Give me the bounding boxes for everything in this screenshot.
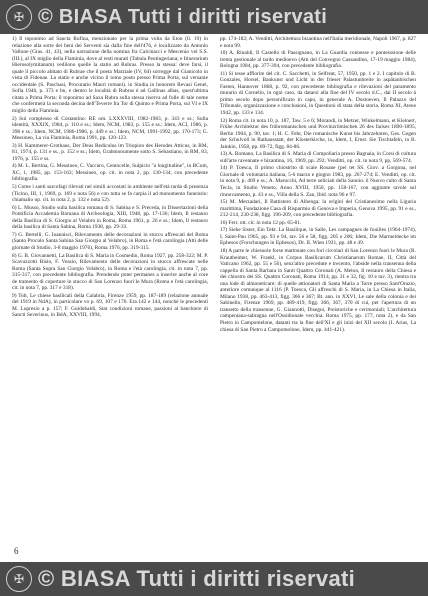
seal-icon: ✠ bbox=[6, 566, 32, 592]
watermark-banner-bottom bbox=[0, 562, 428, 596]
footnote: 2) Sul complesso di Costantino: RE om. LXXXVIII, 1982-1983, p. 343 e ss.; Sulla identità, XXXIX, 1984, p. 110 e ss.; Idem, NCM, 1983, p. 155 e ss.; Idem, ACI, 1986, p. 398 e ss.; Idem, NCM, 1986-1986, p. 449 e ss.; Idem, NCM, 1991-1992, pp. 170-173; G. Messineo, La via Flaminia, Roma 1991, pp. 120-123. bbox=[12, 115, 208, 142]
footnote: 9) Tolt, Le chiese basilicali della Calabria, Firenze 1959, pp. 187-189 (relazione annuale del 1919 in NdA), in particolare vo p. 69, 107 e 170. Era 142 e 144, nonché le precedenti M. Lopresio a p. 157; F. Guidobaldi, Stat condizioni romane, passioni al banchiere di Sancti Severinus, in BdA, XXVIII, 1994, bbox=[12, 292, 208, 319]
footnote: 3) H. Kammerer-Grothaus, Der Deus Rediculus im Triopion des Herodes Atticus, in RM, 81, 1974, p. 131 e ss., p. 152 e ss.; Idem, Grabmonumente sotto S. Sebastiano, in RM, 83, 1976, p. 155 e ss. bbox=[12, 142, 208, 162]
footnote: 1) Il toponimo ad Sancta Rufina, menzionato per la prima volta da Eton (ll. 19) in relazione alla sorte dei beni dei Serventi sia dalla fine dell'476, è localizzato da Antonio Vallone (Gius. 41, 43), nella narrazione della nomina fra Calcinacci e Mescenio vel S.S. (III.), al IX miglio della Flaminia, dove al resti murati (Tabula Peutingeriana; e Itinerarium Hierosolymitanum) vedilono quelle la statio ad Rubras. Presso la stessa: deve farsi, il quale il piccolo abitato di Rubrae che il poeta Marziale (IV, 64) sorregge dal Gianicolo in vista di Fidenae. La statio e anche vicino il tomo posto presso Prima Porta, sul versante occidentale (S. Paschasi, Procuratio Mauri romani). in Studia in honorem Revasi Genei, Sofia 1946, p. 373 e bn, e dentro le località di Rubras è ad Gallinas albas, quest'ultima citata a Prima Porta: il toponimo ad Saxa Rubra sulla stessa riserva ad fulle di tale nome che confermerà la seconda decina dell'Teverre fra Tor di Quinto e Prima Porta, sul VI e IX miglio della Flaminia. bbox=[12, 36, 208, 115]
footnote: pp. 174-182; A. Venditti, Architettura bizantina nell'Italia meridionale, Napoli 1967, p. 827 e nota 99. bbox=[220, 36, 416, 49]
footnote: 12) Roma cit. in nota 10, p. 187, Taw. 5 e 6; Morandi, in Metzer, Winkelmann, et Kleinert, Frühe Architektur des frühromanischen und Provinzrömischen 26 des fackes 1890-1895, Berlin 1904, p. 90, tav. 1; H. C. Fehr, Die romanische Kunst bis Jahrzehnten, Ges. Gegen der Schulvoll in Rathausstatt, der Klosterkirche, in, Idem, I, Ernst. Sie Tischtafeln, in B. Jainkin, 1958, pp. 69-72, figg. 84-86. bbox=[220, 117, 416, 150]
footnote: 10) A. Rinaldi, Il Castello di Passignano, in La Guardia connesse e pontesssione delle trenta gestionale al tardo medioevo (Atti del Convegno Cassandino, 17-19 maggio 1984), Bologna 1984, pp. 377-394, con precedente bibliografia. bbox=[220, 50, 416, 70]
footnote: 15) M. Merzadari, Il Battistero di Albenga: la origini del Cristianesimo nella Liguria marittima, Fondazione Casa di Risparmio di Genova e Imperia, Genova 1995, pp. 91 e ss., 212-214, 230-238, figg. 196-209, con precedente bibliografia. bbox=[220, 199, 416, 219]
seal-icon: ✠ bbox=[6, 4, 32, 30]
watermark-text: © BIASA Tutti i diritti riservati bbox=[38, 5, 328, 28]
footnote: 7) G. Bertelli, G. Ioannisci, Rilevamento delle decorazioni in stucco affrescati del Roma (Santo Proculo Santa Sabina San Giorgio al Velabro), in Roma e l'età carolingia (Atti delle giornate di Studio, 3-8 maggio 1976), Roma 1976, pp. 319-315. bbox=[12, 231, 208, 251]
footnote: 8) G. B. Giovannetti, La Basilica di S. Maria in Cosmedin, Roma 1927, pp. 258-322; M. P. Scavuzzotti Bisio, F. Vossio, Rilevamento delle decorazioni in stucco affrescate nelle Roma (Santa Sopra San Giorgio Velabro), in Roma e l'età carolingia, cit. in nota 7, pp. 315-317, con precedente bibliografia. Prendendo poter permanes a inserire anche al core de tramento di coperture in stucco di San Lorenzo fuori le Mura (Roma e l'età carolingia, cit. in nota 7, pp. 317 e 318). bbox=[12, 252, 208, 292]
footnote: 17) Siehe Sister, Ein Tekt. La Basilique, in Salle, Les campagnes de fouilles (1964-1974), I, Saint-Pau 1965, pp. 93 e 94, tav. 56 e 58, figg. 205 e 206; Idem, Die Marmeldecke im Ephesos (Forschungen in Ephesos), Dr. II. Wien 1931, pp. 48 e 49. bbox=[220, 227, 416, 247]
footnote: 5) Come i santi sarcofagi rilevati nel simili accostati in ambiente nell'età tarda di presenza (Ticino, III, 1, 1969, p. 169 e nota 56) e con tutta se fa carpia il ad monumento funerario: chiamalio op. cit. in nota 2, p. 132 e nota 52). bbox=[12, 184, 208, 204]
footnote: 4) M. L. Bertina, G. Messineo, C. Vaccaro, Centocelle, Sulpicio "a longitudine", in BCom, XC, 1, 1985, pp. 153-163; Messineo, op. cit. in nota 2, pp. 130-134, con precedente bibliografia. bbox=[12, 163, 208, 183]
footnote: 18) A parte le chiesuole forse mattonate con fori circolari di San Lorenzo fuori le Mura (R. Krautheimer, W. Frankl, in Corpus Basilicarum Christianarum Romae, II, Città del Vaticano 1962, pp. 55 e 56), senz'altro precedute e trecento, l'abside nella transenna della cappella di Santa Barbara in Santi Quattro Coronati (A. Melon, Il restauro della Chiesa e dei chiostro dei SS. Quattro Coronati, Roma 1914, pp. 31 e 32, fig. 10 e tav. 3), rientra tra una lode di almoneticare; di quelle attionatori di Santa Maria a Torre presso Sant'Orazio, anteriore comunque al 1116 (P. Toesca, Gli affreschi di S. Maria, in La Chiesa in Italia, Milano 1938, pp. 463-413, figg. 366 e 367; Bt. ann. in XXVI, Le sale della colonia e dei Sabinello, Firenze 1969, pp. 489-419, figg. 366, 367, 370 di cui, per l'apertura di un transetto della transenne, G. Giannotti, Disegni, Preistoriche e cerimoniali; L'architettura campeniana-sabragna nell'Ossidionale vecchia. Roma 1975, pp. 177, nota 2), e da San Pietro in Campomelone, datanti tra la fine dell'XI e gli inizi del XII secolo (I. Arias, La chiesa di San Pietro a Campomolone, Idem, pp. 441-421). bbox=[220, 247, 416, 333]
footnote: 13) A. Romano, La Basilica di S. Maria di Compoliaria presso Bagnaia, in Corsi di cultura sull'arte ravennate e bizantina, 16, 1969, pp. 292; Venditti, op. cit. in nota 9, pp. 569-574. bbox=[220, 151, 416, 164]
footnote: 14) P. Toesca, Il primo chiostrito di scale Rosane (pel tet SS. Giov. a Gorgona, nel Giornale di voluntaria italiana, 5-6 marzo e giugno 1983, pp. 267-274; E. Venditti, op. cit. in nota 9, p. 469 e ss.; A. Marucchi, Ad terre seliciati della Sannio. il Nuovo culto di Santa Tecla, in Studio Veneto, Anno XVIII, 1950, pp. 158-167, con aggiunte tavole sul rinnovamento, p. 43 e ss., Villa della S. Zan, Ibid. nota 96 e 97. bbox=[220, 165, 416, 198]
footnote: 11) Si tesse afflorite del cit. C. Sacchetti, in Selfreat, 57, 1950, pp. 1 e 2. I capitolo di B. Gonzales, Horsel, Baukunst und Licht in der frieser Palastunbreite in aspätanhischen Fasten, Hannover 1868, p. 92, con precedente bibliografia e rilevazioni del paramento murario di Cornelio, in ogni caso, da datarsi alla fine del IV secolo d.C., dai II secolo à primo secolo dopo personificato in capo, in generale A. Dostoeven, Il Palazzo del Tribunale, organizzazione e conclusioni, in Questioni di stata della storia, Roma XI, Atene 1942, pp. 133 e 134. bbox=[220, 70, 416, 117]
footnote: 16) Ferr. ott. cit. in nota 12 pp. 65-81. bbox=[220, 219, 302, 226]
left-notes-column bbox=[12, 36, 208, 536]
right-notes-column bbox=[220, 36, 416, 536]
watermark-text: © BIASA Tutti i diritti riservati bbox=[38, 566, 356, 591]
document-page bbox=[8, 36, 418, 560]
footnote: 6) L. Musso, Studio sulla basilica romana di S. Sabina e S. Preceda, in Dissertazioni della Pontificia Accademia Romana di Archeologia, XIII, 1948, pp. 17-136; Idem, Il restauro della Basilica di S. Giorgio al Velabro in Roma, Roma 1961, p. 26 e ss.; Idem, Il restauro della basilica di Santa Sabina, Roma 1938, pp. 29-33. bbox=[12, 204, 208, 231]
page-number: 6 bbox=[14, 546, 19, 556]
watermark-banner-top bbox=[0, 0, 428, 34]
